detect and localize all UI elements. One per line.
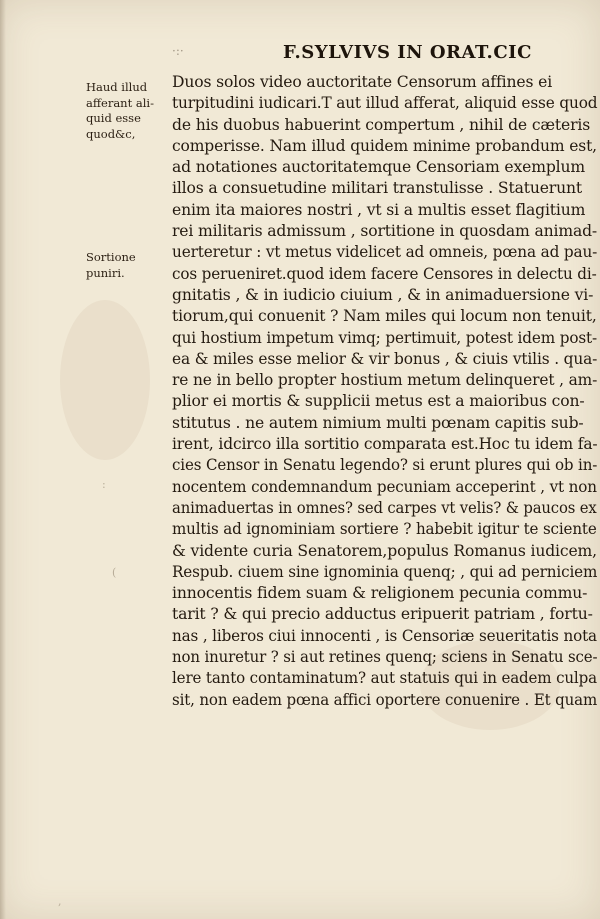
text-line: enim ita maiores nostri , vt si a multis esset flagitium	[172, 200, 586, 219]
text-line: non inuretur ? si aut retines quenq; sciens in Senatu sce-	[172, 648, 598, 667]
text-line: irent, idcirco illa sortitio comparata est.Hoc tu idem fa-	[172, 435, 598, 454]
text-line: illos a consuetudine militari transtulisse . Statuerunt	[172, 179, 583, 198]
text-line: Respub. ciuem sine ignominia quenq; , qui ad perniciem	[172, 562, 598, 581]
text-line: innocentis fidem suam & religionem pecunia commu-	[172, 584, 588, 603]
text-line: sit, non eadem pœna affici oportere conuenire . Et quam	[172, 690, 598, 709]
text-line: comperisse. Nam illud quidem minime probandum est,	[172, 136, 597, 155]
margin-note-line: puniri.	[86, 265, 125, 280]
running-head: F.SYLVIVS IN ORAT.CIC	[283, 42, 532, 63]
margin-note-line: quod&c,	[86, 126, 136, 141]
margin-note-line: quid esse	[86, 111, 141, 125]
faint-mark: (	[112, 566, 117, 579]
paper-stain	[60, 300, 150, 460]
text-line: animaduertas in omnes? sed carpes vt velis? & paucos ex	[172, 498, 597, 517]
text-line: Duos solos video auctoritate Censorum affines ei	[172, 73, 553, 91]
text-line: stitutus . ne autem nimium multi pœnam capitis sub-	[172, 413, 584, 432]
text-line: rei militaris admissum , sortitione in quosdam animad-	[172, 222, 598, 241]
text-line: tiorum,qui conuenit ? Nam miles qui locum non tenuit,	[172, 307, 597, 326]
text-line: nocentem condemnandum pecuniam acceperint , vt non	[172, 477, 597, 496]
faint-mark: ,	[58, 895, 62, 908]
page-gutter-shadow	[0, 0, 6, 919]
text-line: plior ei mortis & supplicii metus est a maioribus con-	[172, 392, 585, 411]
body-text-block	[172, 72, 597, 711]
text-line: ea & miles esse melior & vir bonus , & ciuis vtilis . qua-	[172, 349, 598, 368]
text-line: cos perueniret.quod idem facere Censores in delectu di-	[172, 264, 597, 283]
margin-note-line: Haud illud	[86, 80, 148, 94]
text-line: nas , liberos ciui innocenti , is Censoriæ seueritatis nota	[172, 626, 597, 645]
margin-note	[86, 80, 154, 142]
text-line: cies Censor in Senatu legendo? si erunt plures qui ob in-	[172, 456, 598, 475]
margin-note-line: Sortione	[86, 250, 136, 264]
margin-note-line: afferant ali-	[86, 95, 154, 110]
text-line: & vidente curia Senatorem,populus Romanus iudicem,	[172, 541, 597, 560]
text-line: tarit ? & qui precio adductus eripuerit patriam , fortu-	[172, 605, 593, 624]
text-line: ad notationes auctoritatemque Censoriam exemplum	[172, 158, 586, 177]
text-line: uerteretur : vt metus videlicet ad omneis, pœna ad pau-	[172, 243, 598, 262]
margin-note	[86, 250, 136, 281]
text-line: gnitatis , & in iudicio ciuium , & in animaduersione vi-	[172, 285, 594, 304]
text-line: qui hostium impetum vimq; pertimuit, potest idem post-	[172, 328, 598, 347]
text-line: de his duobus habuerint compertum , nihil de cæteris	[172, 115, 591, 134]
faint-mark: ·:·	[172, 44, 184, 58]
text-line: lere tanto contaminatum? aut statuis qui in eadem culpa	[172, 669, 597, 688]
text-line: turpitudini iudicari.T aut illud afferat, aliquid esse quod	[172, 94, 598, 113]
faint-mark: :	[102, 478, 106, 491]
text-line: re ne in bello propter hostium metum delinqueret , am-	[172, 371, 598, 390]
text-line: multis ad ignominiam sortiere ? habebit igitur te sciente	[172, 520, 597, 539]
